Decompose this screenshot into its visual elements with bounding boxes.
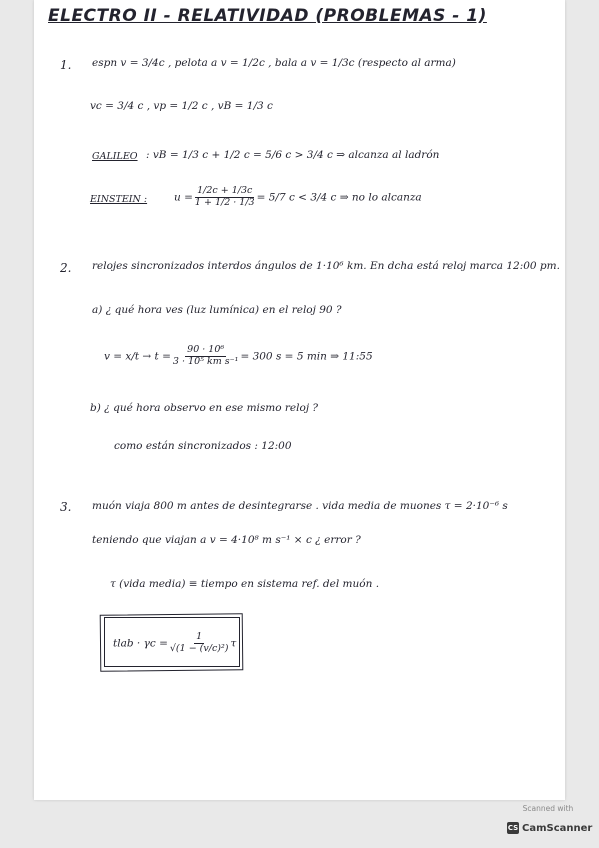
boxed-formula — [104, 617, 240, 667]
einstein-denominator: 1 + 1/2 · 1/3 — [194, 196, 255, 208]
problem-2-statement: relojes sincronizados interdos ángulos de 1·10⁶ km. En dcha está reloj marca 12:00 pm. — [92, 260, 560, 272]
problem-1-statement: espn v = 3/4c , pelota a v = 1/2c , bala a v = 1/3c (respecto al arma) — [92, 57, 456, 69]
lorentz-fraction — [170, 632, 229, 655]
formula-right: τ — [230, 637, 237, 650]
problem-3-number: 3. — [60, 500, 72, 514]
camscanner-name: CamScanner — [522, 822, 593, 834]
einstein-equation: u = $\frac{1/2c + 1/3c}{1 + 1/2 \cdot 1/3}$ = 5/7 c < 3/4 c ⇒ no lo alcanza — [174, 185, 422, 208]
einstein-label: EINSTEIN : — [90, 194, 148, 205]
scanned-with-text: Scanned with — [522, 804, 574, 813]
einstein-result: = 5/7 c < 3/4 c ⇒ no lo alcanza — [256, 191, 422, 204]
time-dilation-formula — [113, 632, 236, 655]
page-title: ELECTRO II - RELATIVIDAD (PROBLEMAS - 1) — [48, 6, 487, 26]
einstein-fraction — [195, 186, 255, 209]
problem-3-definition: τ (vida media) ≡ tiempo en sistema ref. del muón . — [110, 578, 380, 590]
camscanner-brand — [507, 822, 592, 834]
problem-2-question-a: a) ¿ qué hora ves (luz lumínica) en el reloj 90 ? — [92, 304, 342, 316]
problem-1-number: 1. — [60, 58, 72, 72]
problem-2-answer-b: como están sincronizados : 12:00 — [114, 440, 292, 452]
problem-3-question: teniendo que viajan a v = 4·10⁸ m s⁻¹ × c ¿ error ? — [92, 534, 361, 546]
paper-sheet — [34, 0, 565, 800]
galileo-equation: : vB = 1/3 c + 1/2 c = 5/6 c > 3/4 c ⇒ alcanza al ladrón — [146, 149, 440, 161]
problem-1-velocities: vc = 3/4 c , vp = 1/2 c , vB = 1/3 c — [90, 100, 273, 112]
einstein-numerator: 1/2c + 1/3c — [197, 185, 253, 196]
calc-result: = 300 s = 5 min ⇒ 11:55 — [240, 350, 373, 363]
calc-numerator: 90 · 10⁶ — [187, 344, 225, 355]
problem-2-number: 2. — [60, 261, 72, 275]
calc-lead: v = x/t → t = — [104, 350, 171, 363]
lorentz-numerator: 1 — [196, 631, 203, 642]
formula-left: tlab · γc = — [113, 637, 168, 650]
problem-3-statement: muón viaja 800 m antes de desintegrarse . vida media de muones τ = 2·10⁻⁶ s — [92, 500, 508, 512]
calc-fraction — [173, 345, 239, 368]
galileo-label: GALILEO — [92, 151, 138, 162]
problem-2-question-b: b) ¿ qué hora observo en ese mismo reloj ? — [90, 402, 319, 414]
camscanner-watermark — [507, 804, 593, 834]
calc-denominator: 3 · 10⁵ km s⁻¹ — [172, 355, 239, 367]
camscanner-logo-icon: CS — [507, 824, 519, 832]
problem-2-calculation — [104, 345, 373, 368]
lorentz-denominator: √(1 − (v/c)²) — [169, 642, 229, 654]
